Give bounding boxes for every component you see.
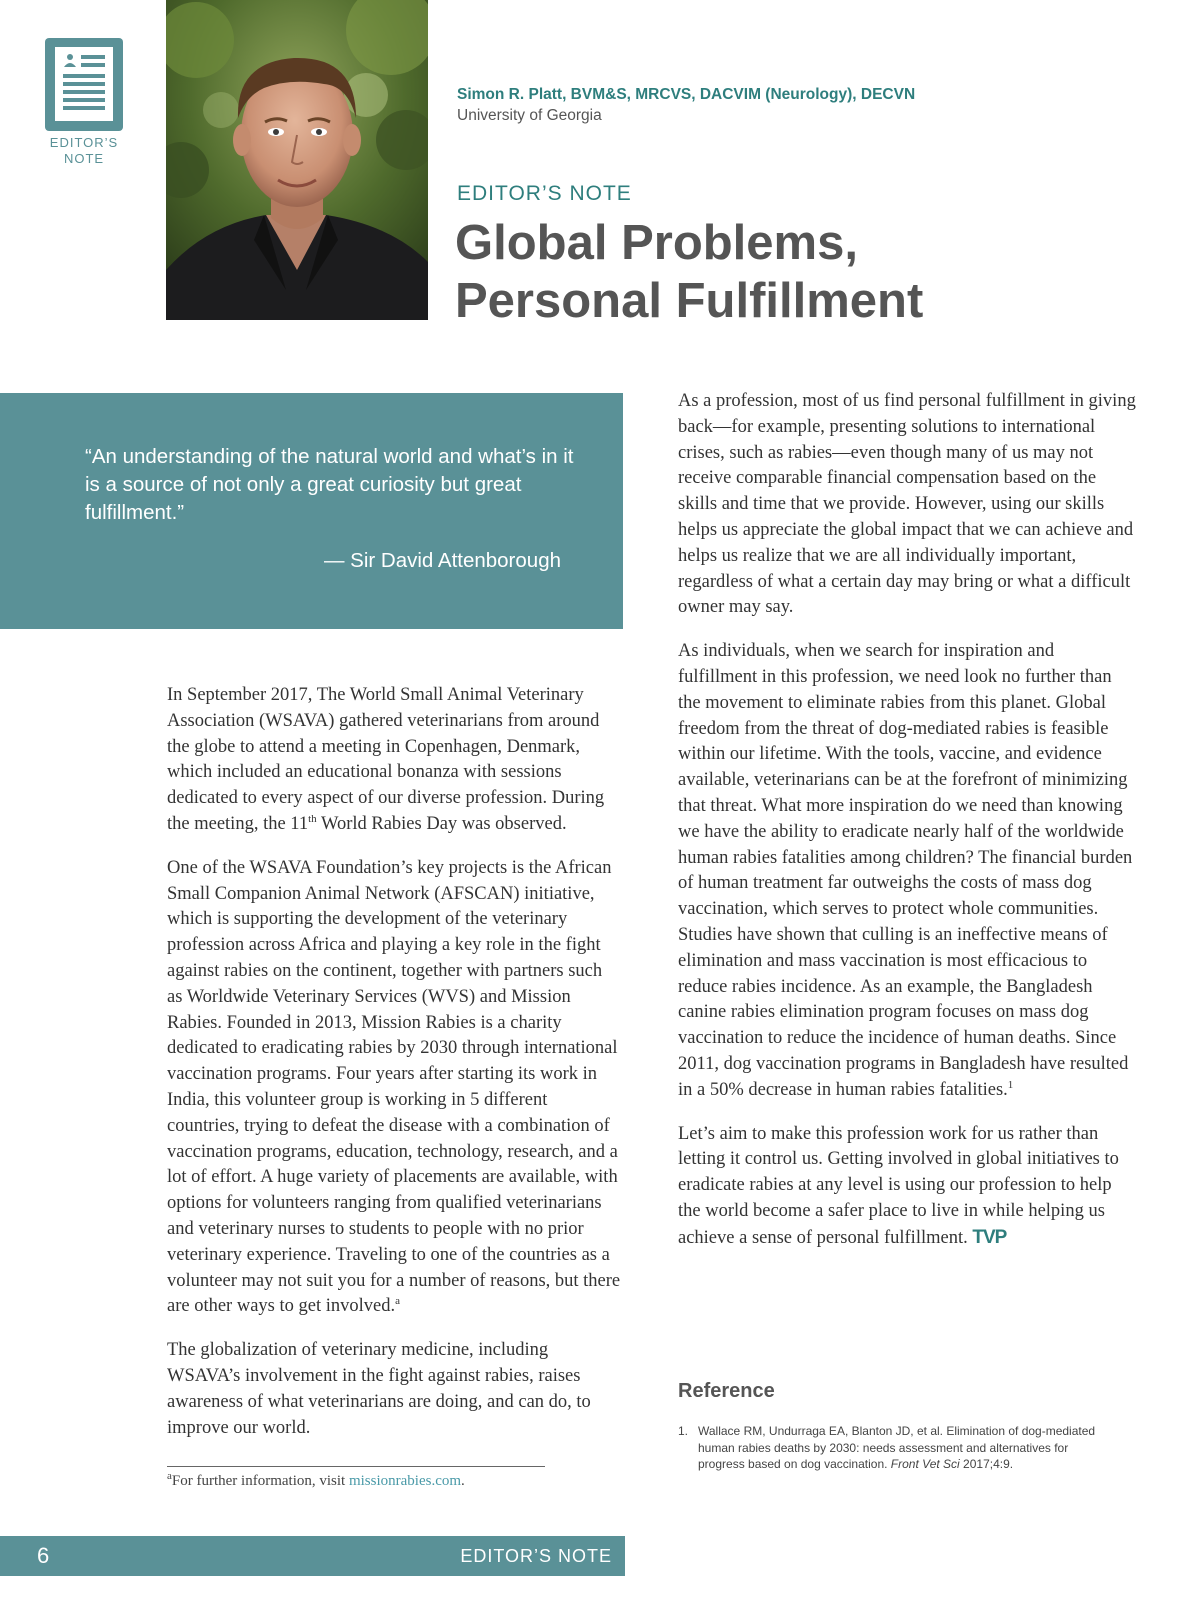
footnote <box>167 1470 465 1490</box>
paragraph-text: In September 2017, The World Small Animal Veterinary Association (WSAVA) gathered veterinarians from around the globe to attend a meeting in Copenhagen, Denmark, which included an educational bonanza with sessions dedicated to every aspect of our diverse profession. During the meeting, the 11 <box>167 685 605 834</box>
footnote-end: . <box>461 1473 465 1489</box>
author-name: Simon R. Platt, BVM&S, MRCVS, DACVIM (Neurology), DECVN <box>457 86 916 103</box>
editors-note-badge <box>45 38 123 167</box>
paragraph-text: The globalization of veterinary medicine, including WSAVA’s involvement in the fight against rabies, raises awareness of what veterinarians are doing, and can do, to improve our world. <box>167 1340 591 1438</box>
reference-marker: 1 <box>1007 1078 1014 1091</box>
footnote-mark: a <box>167 1470 172 1482</box>
badge-label <box>45 135 123 167</box>
footnote-marker: a <box>395 1295 400 1308</box>
section-kicker: EDITOR’S NOTE <box>457 182 632 205</box>
page-footer <box>0 1536 625 1576</box>
badge-label-line2: NOTE <box>63 151 105 166</box>
footnote-link[interactable]: missionrabies.com <box>348 1473 462 1489</box>
author-affiliation: University of Georgia <box>457 107 602 124</box>
reference-heading: Reference <box>678 1380 775 1402</box>
article-title <box>455 214 1175 330</box>
paragraph-text: As individuals, when we search for inspiration and fulfillment in this profession, we need look no further than the movement to eliminate rabies from this planet. Global freedom from the threat of dog-mediated rabies is feasible within our lifetime. With the tools, vaccine, and evidence available, veterinarians can be at the forefront of minimizing that threat. What more inspiration do we need than knowing we have the ability to eradicate nearly half of the worldwide human rabies fatalities among children? The financial burden of human treatment far outweighs the costs of mass dog vaccination, which serves to protect whole communities. Studies have shown that culling is an ineffective means of elimination and mass vaccination is most efficacious to reduce rabies incidence. As an example, the Bangladesh canine rabies elimination program focuses on mass dog vaccination to reduce the incidence of human deaths. Since 2011, dog vaccination programs in Bangladesh have resulted in a 50% decrease in human rabies fatalities. <box>678 641 1133 1100</box>
portrait-illustration <box>166 0 428 320</box>
paragraph <box>678 389 1136 621</box>
paragraph <box>167 683 622 838</box>
person-icon <box>63 53 77 67</box>
reference-citation: Wallace RM, Undurraga EA, Blanton JD, et al. Elimination of dog-mediated human rabies deaths by 2030: needs assessment and alternatives for progress based on dog vaccination. <box>698 1424 1096 1471</box>
paragraph-text: Let’s aim to make this profession work for us rather than letting it control us. Getting involved in global initiatives to eradicate rabies at any level is using our profession to help the world become a safer place to live in while helping us achieve a sense of personal fulfillment. <box>678 1123 1119 1248</box>
paragraph <box>678 639 1136 1103</box>
title-line-2: Personal Fulfillment <box>455 274 924 328</box>
document-person-icon <box>45 38 123 131</box>
author-portrait <box>166 0 428 320</box>
reference-journal: Front Vet Sci <box>890 1457 960 1471</box>
paragraph <box>678 1122 1136 1252</box>
paragraph <box>167 1338 622 1441</box>
reference-text <box>698 1423 1098 1473</box>
paragraph-text: World Rabies Day was observed. <box>316 813 567 834</box>
page-number: 6 <box>37 1543 50 1568</box>
footer-section-label: EDITOR’S NOTE <box>460 1546 612 1566</box>
right-column <box>678 389 1136 1270</box>
footnote-divider <box>167 1466 545 1467</box>
left-column <box>167 683 622 1459</box>
quote-attribution: — Sir David Attenborough <box>323 549 561 572</box>
quote-text: “An understanding of the natural world and what’s in it is a source of not only a great curiosity but great fulfillment.” <box>85 445 574 524</box>
title-line-1: Global Problems, <box>455 216 858 270</box>
paragraph-text: One of the WSAVA Foundation’s key projects is the African Small Companion Animal Network (AFSCAN) initiative, which is supporting the development of the veterinary profession across Africa and playing a key role in the fight against rabies on the continent, together with partners such as Worldwide Veterinary Services (WVS) and Mission Rabies. Founded in 2013, Mission Rabies is a charity dedicated to eradicating rabies by 2030 through international vaccination programs. Four years after starting its work in India, this volunteer group is working in 5 different countries, trying to defeat the disease with a combination of vaccination programs, education, technology, research, and a lot of effort. A huge variety of placements are available, with options for volunteers ranging from qualified veterinarians and veterinary nurses to students to people with no prior veterinary experience. Traveling to one of the countries as a volunteer may not suit you for a number of reasons, but there are other ways to get involved. <box>167 857 621 1317</box>
reference-end: 2017;4:9. <box>959 1457 1014 1471</box>
superscript: th <box>308 812 317 825</box>
badge-label-line1: EDITOR’S <box>49 135 119 150</box>
paragraph <box>167 856 622 1320</box>
pull-quote <box>0 393 623 629</box>
tvp-logo: TVP <box>972 1226 1007 1248</box>
paragraph-text: As a profession, most of us find personal fulfillment in giving back—for example, presenting solutions to international crises, such as rabies—even though many of us may not receive comparable financial compensation based on the skills and time that we provide. However, using our skills helps us appreciate the global impact that we can achieve and helps us realize that we are all individually important, regardless of what a certain day may bring or what a difficult owner may say. <box>678 391 1136 618</box>
footnote-text: For further information, visit <box>171 1473 349 1489</box>
reference-number: 1. <box>678 1424 689 1438</box>
